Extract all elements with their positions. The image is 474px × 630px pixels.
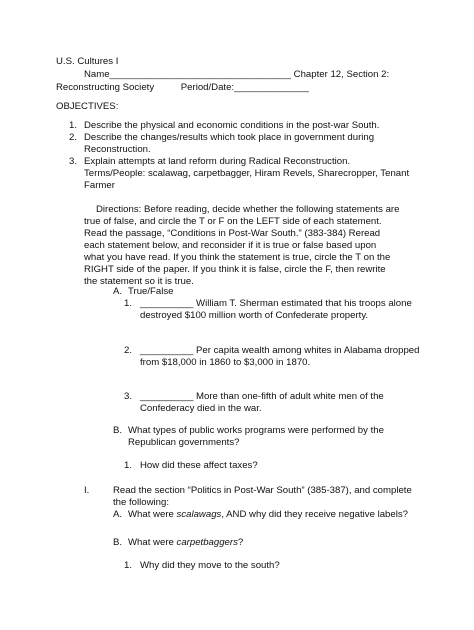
section-b-letter: B. <box>113 425 123 436</box>
directions-line: each statement below, and reconsider if it is true or false based upon <box>84 240 377 251</box>
section-b-question: Republican governments? <box>128 437 240 448</box>
sub-question-text: Why did they move to the south? <box>140 560 280 571</box>
directions-line: Read the passage, “Conditions in Post-War South.” (383-384) Reread <box>84 228 381 239</box>
term-carpetbaggers: carpetbaggers <box>176 537 238 548</box>
directions-line: true of false, and circle the T or F on the LEFT side of each statement. <box>84 216 382 227</box>
question-a-letter: A. <box>113 509 123 520</box>
objective-text: Explain attempts at land reform during Radical Reconstruction. <box>84 156 351 167</box>
subtitle-period-line: Reconstructing Society Period/Date:______________ <box>56 82 309 93</box>
part-instructions: Read the section “Politics in Post-War South” (385-387), and complete <box>113 485 412 496</box>
statement-text: destroyed $100 million worth of Confederate property. <box>140 310 369 321</box>
directions-line: what you have read. If you think the statement is true, circle the T on the <box>84 252 391 263</box>
section-a-title: True/False <box>128 286 174 297</box>
objectives-heading: OBJECTIVES: <box>56 101 119 112</box>
objective-text: Reconstruction. <box>84 144 151 155</box>
statement-number: 3. <box>124 391 133 402</box>
section-b-question: What types of public works programs were performed by the <box>128 425 384 436</box>
course-title: U.S. Cultures I <box>56 56 119 67</box>
statement-text: __________ William T. Sherman estimated that his troops alone <box>140 298 412 309</box>
directions-line: Directions: Before reading, decide whether the following statements are <box>96 204 400 215</box>
objective-text: Describe the physical and economic conditions in the post-war South. <box>84 120 380 131</box>
part-instructions: the following: <box>113 497 169 508</box>
directions-line: the statement so it is true. <box>84 276 194 287</box>
statement-number: 2. <box>124 345 133 356</box>
objective-number: 3. <box>69 156 78 167</box>
section-a-letter: A. <box>113 286 123 297</box>
statement-text: __________ Per capita wealth among whites in Alabama dropped <box>140 345 420 356</box>
objective-number: 2. <box>69 132 78 143</box>
objective-text: Terms/People: scalawag, carpetbagger, Hiram Revels, Sharecropper, Tenant <box>84 168 410 179</box>
question-b-text: What were carpetbaggers? <box>128 537 244 548</box>
statement-number: 1. <box>124 298 133 309</box>
sub-question-number: 1. <box>124 560 133 571</box>
question-b-letter: B. <box>113 537 123 548</box>
objective-number: 1. <box>69 120 78 131</box>
objective-text: Farmer <box>84 180 115 191</box>
statement-text: __________ More than one-fifth of adult white men of the <box>140 391 384 402</box>
name-chapter-line: Name__________________________________ Chapter 12, Section 2: <box>84 69 390 80</box>
directions-line: RIGHT side of the paper. If you think it is false, circle the F, then rewrite <box>84 264 386 275</box>
sub-question-text: How did these affect taxes? <box>140 460 258 471</box>
statement-text: Confederacy died in the war. <box>140 403 262 414</box>
statement-text: from $18,000 in 1860 to $3,000 in 1870. <box>140 357 311 368</box>
sub-question-number: 1. <box>124 460 133 471</box>
term-scalawags: scalawags <box>176 509 222 520</box>
part-numeral: I. <box>84 485 90 496</box>
objective-text: Describe the changes/results which took place in government during <box>84 132 375 143</box>
question-a-text: What were scalawags, AND why did they receive negative labels? <box>128 509 408 520</box>
